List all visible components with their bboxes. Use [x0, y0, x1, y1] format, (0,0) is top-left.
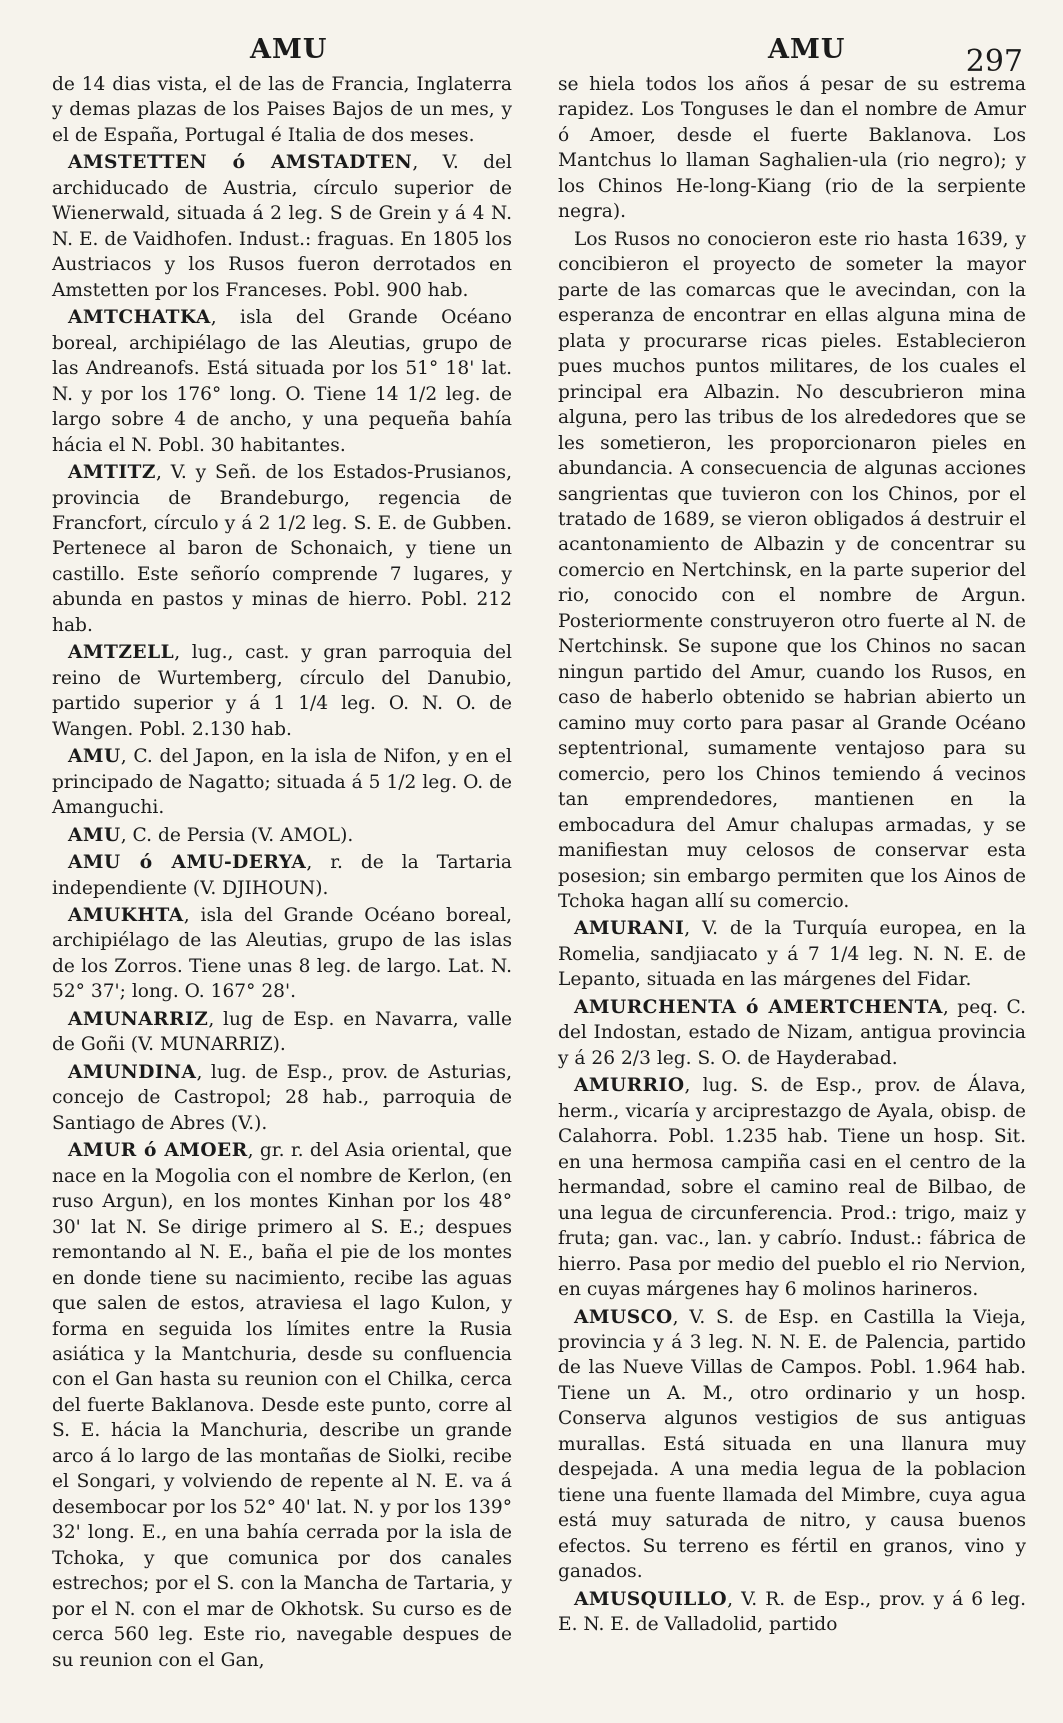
- entry-headword: AMURRIO: [574, 1075, 685, 1097]
- dictionary-entry: [52, 850, 512, 901]
- dictionary-entry: [52, 1060, 512, 1136]
- running-head-left: AMU: [250, 34, 328, 65]
- entry-headword: AMUKHTA: [68, 905, 184, 926]
- entry-headword: AMURANI: [574, 918, 685, 940]
- entry-headword: AMURCHENTA ó AMERTCHENTA: [574, 996, 943, 1018]
- entry-text: , C. del Japon, en la isla de Nifon, y en el principado de Nagatto; situada á 5 1/2 leg. O. de Amanguchi.: [52, 746, 512, 819]
- page-number: 297: [965, 44, 1023, 79]
- entry-text: , V. y Señ. de los Estados-Prusianos, provincia de Brandeburgo, regencia de Francfort, círculo y á 2 1/2 leg. S. E. de Gubben. Pertenece al baron de Schonaich, y tiene un castillo. Este señorío comprende 7 lugares, y abunda en pastos y minas de hierro. Pobl. 212 hab.: [52, 462, 512, 636]
- entry-text: , lug de Esp. en Navarra, valle de Goñi (V. MUNARRIZ).: [52, 1008, 512, 1056]
- dictionary-entry: [558, 227, 1026, 915]
- entry-text: , lug. de Esp., prov. de Asturias, concejo de Castropol; 28 hab., parroquia de Santiago de Abres (V.).: [52, 1061, 512, 1134]
- entry-headword: AMUNARRIZ: [68, 1008, 209, 1030]
- entry-text: Los Rusos no conocieron este rio hasta 1639, y concibieron el proyecto de someter la mayor parte de las comarcas que le avecindan, con la esperanza de encontrar en ellas alguna mina de plata y procurarse ricas pieles. Establecieron pues muchos puntos militares, de los cuales el principal era Albazin. No descubrieron mina alguna, pero las tribus de los alrededores que se les sometieron, les proporcionaron pieles en abundancia. A consecuencia de algunas acciones sangrientas que tuvieron con los Chinos, por el tratado de 1689, se vieron obligados á destruir el acantonamiento de Albazin y de concentrar su comercio en Nertchinsk, en la parte superior del rio, conocido con el nombre de Argun. Posteriormente construyeron otro fuerte al N. de Nertchinsk. Se supone que los Chinos no sacan ningun partido del Amur, cuando los Rusos, en caso de haberlo obtenido se habrian abierto un camino muy corto para pasar al Grande Océano septentrional, sumamente ventajoso para su comercio, pero los Chinos temiendo á vecinos tan emprendedores, mantienen en la embocadura del Amur chalupas armadas, y se manifiestan muy celosos de conservar esta posesion; sin embargo permiten que los Ainos de Tchoka hagan allí su comercio.: [558, 228, 1026, 912]
- entry-headword: AMTZELL: [68, 642, 175, 664]
- entry-headword: AMUR ó AMOER: [68, 1140, 248, 1162]
- entry-text: , isla del Grande Océano boreal, archipiélago de las Aleutias, grupo de las Andreanofs. Está situada por los 51° 18' lat. N. y por los 176° long. O. Tiene 14 1/2 leg. de largo sobre 4 de ancho, y una pequeña bahía hácia el N. Pobl. 30 habitantes.: [52, 307, 512, 456]
- dictionary-entry: [558, 916, 1026, 992]
- entry-text: , r. de la Tartaria independiente (V. DJIHOUN).: [52, 852, 513, 899]
- dictionary-entry: [558, 72, 1026, 225]
- entry-text: , V. del archiducado de Austria, círculo superior de Wienerwald, situada á 2 leg. S de Grein y á 4 N. N. E. de Vaidhofen. Indust.: fraguas. En 1805 los Austriacos y los Rusos fueron derrotados en Amstetten por los Franceses. Pobl. 900 hab.: [52, 152, 512, 301]
- dictionary-entry: [558, 1587, 1026, 1638]
- dictionary-entry: [52, 460, 512, 638]
- entry-text: , V. R. de Esp., prov. y á 6 leg. E. N. E. de Valladolid, partido: [558, 1588, 1026, 1636]
- entry-text: , peq. C. del Indostan, estado de Nizam, antigua provincia y á 26 2/3 leg. S. O. de Hayderabad.: [558, 996, 1026, 1069]
- dictionary-entry: [52, 744, 512, 820]
- entry-text: se hiela todos los años á pesar de su estrema rapidez. Los Tonguses le dan el nombre de Amur ó Amoer, desde el fuerte Baklanova. Los Mantchus lo llaman Saghalien-ula (rio negro); y los Chinos He-long-Kiang (rio de la serpiente negra).: [558, 74, 1026, 223]
- entry-headword: AMUSQUILLO: [574, 1588, 728, 1610]
- entry-headword: AMTITZ: [68, 462, 156, 484]
- dictionary-entry: [52, 640, 512, 742]
- entry-headword: AMUSCO: [574, 1306, 673, 1328]
- dictionary-entry: [52, 150, 512, 303]
- entry-text: , V. S. de Esp. en Castilla la Vieja, provincia y á 3 leg. N. N. E. de Palencia, partido de las Nueve Villas de Campos. Pobl. 1.964 hab. Tiene un A. M., otro ordinario y un hosp. Conserva algunos vestigios de sus antiguas murallas. Está situada en una llanura muy despejada. A una media legua de la poblacion tiene una fuente llamada del Mimbre, cuya agua está muy saturada de nitro, y causa buenos efectos. Su terreno es fértil en granos, vino y ganados.: [558, 1306, 1026, 1583]
- dictionary-entry: [52, 72, 512, 148]
- dictionary-entry: [52, 305, 512, 458]
- entry-headword: AMU ó AMU-DERYA: [68, 852, 307, 874]
- entry-headword: AMSTETTEN ó AMSTADTEN: [68, 152, 413, 174]
- entry-text: , lug. S. de Esp., prov. de Álava, herm., vicaría y arciprestazgo de Ayala, obisp. de Calahorra. Pobl. 1.235 hab. Tiene un hosp. Sit. en una hermosa campiña casi en el centro de la hermandad, sobre el camino real de Bilbao, de una legua de circunferencia. Prod.: trigo, maiz y fruta; gan. vac., lan. y cabrío. Indust.: fábrica de hierro. Pasa por medio del pueblo el rio Nervion, en cuyas márgenes hay 6 molinos harineros.: [558, 1075, 1026, 1301]
- right-column: [558, 72, 1026, 1640]
- entry-headword: AMUNDINA: [68, 1061, 197, 1083]
- entry-text: , C. de Persia (V. AMOL).: [120, 824, 354, 846]
- dictionary-entry: [558, 995, 1026, 1071]
- dictionary-entry: [558, 1073, 1026, 1302]
- entry-headword: AMU: [68, 824, 121, 846]
- dictionary-entry: [558, 1305, 1026, 1585]
- dictionary-entry: [52, 903, 512, 1005]
- entry-text: , isla del Grande Océano boreal, archipiélago de las Aleutias, grupo de las islas de los Zorros. Tiene unas 8 leg. de largo. Lat. N. 52° 37'; long. O. 167° 28'.: [52, 905, 512, 1003]
- dictionary-entry: [52, 1007, 512, 1058]
- entry-text: de 14 dias vista, el de las de Francia, Inglaterra y demas plazas de los Paises Bajos de un mes, y el de España, Portugal é Italia de dos meses.: [52, 74, 512, 146]
- dictionary-entry: [52, 1138, 512, 1673]
- entry-text: , V. de la Turquía europea, en la Romelia, sandjiacato y á 7 1/4 leg. N. N. E. de Lepanto, situada en las márgenes del Fidar.: [558, 918, 1026, 991]
- entry-headword: AMTCHATKA: [68, 307, 211, 329]
- running-head-right: AMU: [768, 34, 846, 65]
- entry-text: , lug., cast. y gran parroquia del reino de Wurtemberg, círculo del Danubio, partido superior y á 1 1/4 leg. O. N. O. de Wangen. Pobl. 2.130 hab.: [52, 642, 512, 740]
- dictionary-entry: [52, 823, 512, 848]
- entry-text: , gr. r. del Asia oriental, que nace en la Mogolia con el nombre de Kerlon, (en ruso Argun), en los montes Kinhan por los 48° 30' lat N. Se dirige primero al S. E.; despues remontando al N. E., baña el pie de los montes en donde tiene su nacimiento, recibe las aguas que salen de estos, atraviesa el lago Kulon, y forma en seguida los límites entre la Rusia asiática y la Mantchuria, desde su confluencia con el Gan hasta su reunion con el Chilka, cerca del fuerte Baklanova. Desde este punto, corre al S. E. hácia la Manchuria, describe un grande arco á lo largo de las montañas de Siolki, recibe el Songari, y volviendo de repente al N. E. va á desembocar por los 52° 40' lat. N. y por los 139° 32' long. E., en una bahía cerrada por la isla de Tchoka, y que comunica por dos canales estrechos; por el S. con la Mancha de Tartaria, y por el N. con el mar de Okhotsk. Su curso es de cerca 560 leg. Este rio, navegable despues de su reunion con el Gan,: [52, 1140, 512, 1671]
- left-column: [52, 72, 512, 1675]
- entry-headword: AMU: [68, 746, 121, 768]
